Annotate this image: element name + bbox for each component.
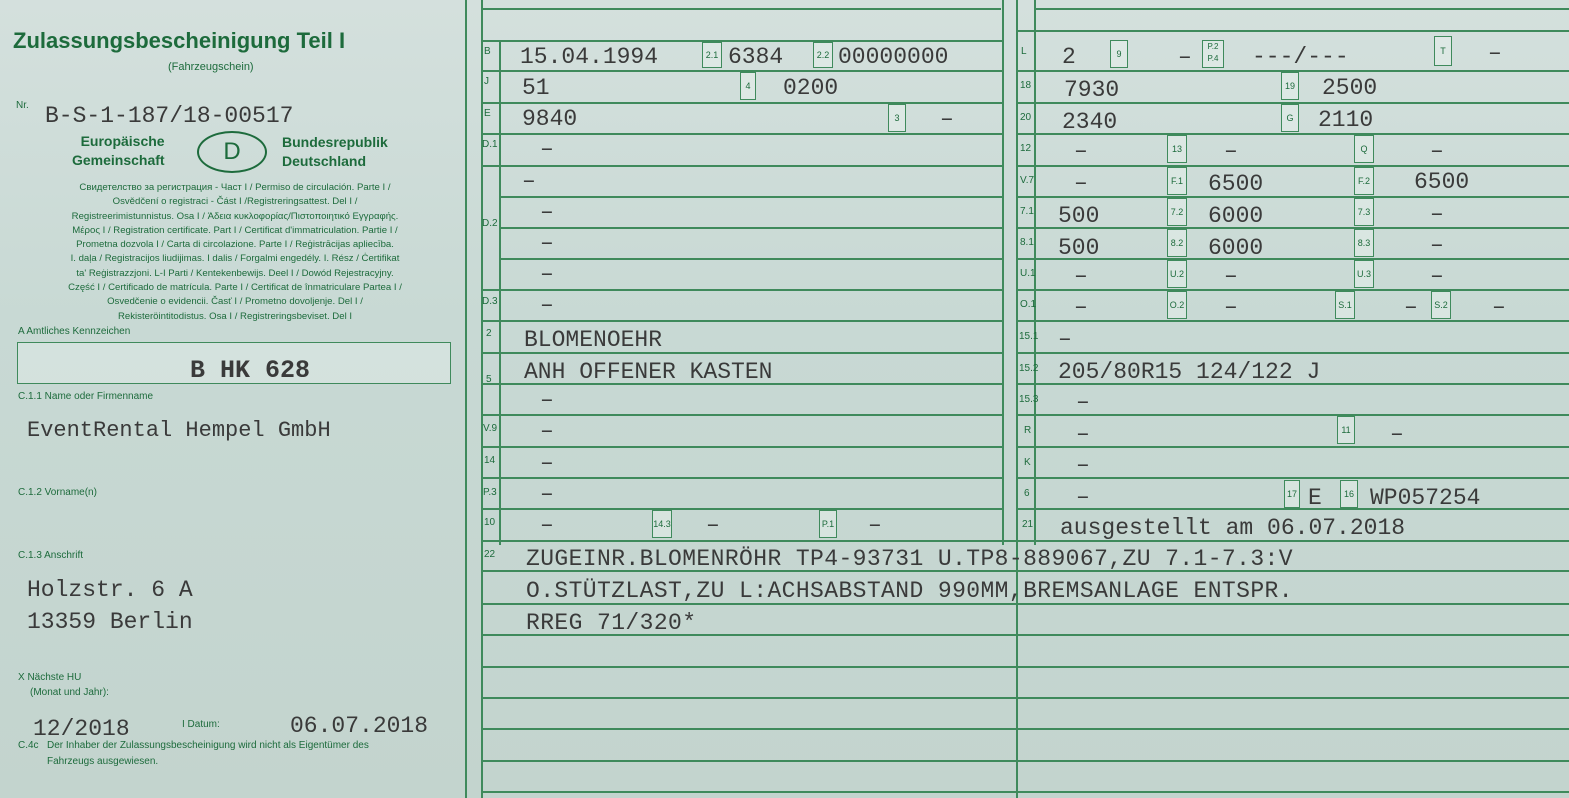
- multilingual-title-block: [14, 181, 456, 324]
- remarks-line-3: RREG 71/320*: [526, 610, 697, 636]
- code-20: 20: [1020, 112, 1032, 123]
- field-c4c-label: C.4c: [18, 740, 39, 751]
- code-21: 21: [1022, 519, 1034, 530]
- value-R: –: [1076, 421, 1090, 447]
- value-D2-line2: –: [540, 199, 554, 225]
- value-P2-P4: ---/---: [1252, 44, 1349, 70]
- value-T: –: [1488, 40, 1502, 66]
- field-x-sublabel: (Monat und Jahr):: [30, 687, 109, 698]
- value-3: –: [940, 106, 954, 132]
- value-7-2: 6000: [1208, 203, 1264, 229]
- value-2-manufacturer: BLOMENOEHR: [524, 327, 663, 353]
- value-U3: –: [1430, 263, 1444, 289]
- value-U1: –: [1074, 263, 1088, 289]
- multilingual-line: Część I / Certificado de matrícula. Parte I / Certificat de înmatriculare Partea I /: [68, 282, 402, 294]
- field-a-label: A Amtliches Kennzeichen: [18, 326, 131, 337]
- value-P1: –: [868, 512, 882, 538]
- multilingual-line: Rekisteröintitodistus. Osa I / Registreringsbeviset. Del I: [117, 310, 353, 322]
- code-B: B: [484, 46, 491, 57]
- code-O1: O.1: [1020, 299, 1037, 310]
- value-K: –: [1076, 452, 1090, 478]
- value-O1: –: [1074, 294, 1088, 320]
- value-D2-line3: –: [540, 230, 554, 256]
- value-O2: –: [1224, 294, 1238, 320]
- value-4: 0200: [783, 75, 839, 101]
- code-D2: D.2: [482, 218, 498, 229]
- code-6: 6: [1024, 488, 1030, 499]
- code-2-1: 2.1: [702, 42, 722, 68]
- value-F2: 6500: [1414, 169, 1470, 195]
- field-i-label: I Datum:: [182, 719, 220, 730]
- remarks-line-2: O.STÜTZLAST,ZU L:ACHSABSTAND 990MM,BREMSANLAGE ENTSPR.: [526, 578, 1293, 604]
- value-9: –: [1178, 44, 1192, 70]
- value-P3: –: [540, 481, 554, 507]
- multilingual-line: Свидетелство за регистрация - Част I / Permiso de circulación. Parte I /: [79, 182, 391, 193]
- code-P2-P4: [1202, 40, 1224, 68]
- code-Q: Q: [1354, 135, 1374, 163]
- code-15-2: 15.2: [1019, 363, 1039, 374]
- code-8-1: 8.1: [1020, 237, 1034, 248]
- code-15-1: 15.1: [1019, 331, 1039, 342]
- value-V7: –: [1074, 170, 1088, 196]
- value-15-2-tyres: 205/80R15 124/122 J: [1058, 359, 1321, 385]
- multilingual-line: Osvedčenie o evidencii. Časť I / Prometno dovoljenje. Del I /: [107, 296, 363, 308]
- value-15-1: –: [1058, 326, 1072, 352]
- code-R: R: [1024, 425, 1032, 436]
- code-15-3: 15.3: [1019, 394, 1039, 405]
- value-8-3: –: [1430, 232, 1444, 258]
- value-5-vehicle-type: ANH OFFENER KASTEN: [524, 359, 773, 385]
- code-G: G: [1281, 104, 1299, 132]
- code-U2: U.2: [1167, 260, 1187, 288]
- code-11: 11: [1337, 416, 1355, 444]
- value-10: –: [540, 512, 554, 538]
- multilingual-line: Osvědčení o registraci - Část I /Registreringsattest. Del I /: [112, 196, 358, 208]
- value-2-2: 00000000: [838, 44, 949, 70]
- issued-date: ausgestellt am 06.07.2018: [1060, 515, 1406, 541]
- code-V9: V.9: [483, 423, 498, 434]
- code-U3: U.3: [1354, 260, 1374, 288]
- code-2: 2: [486, 328, 492, 339]
- code-4: 4: [740, 72, 756, 100]
- code-V7: V.7: [1020, 175, 1035, 186]
- code-3: 3: [888, 104, 906, 132]
- value-11: –: [1390, 421, 1404, 447]
- address-line-2: 13359 Berlin: [27, 609, 193, 635]
- value-6: –: [1076, 484, 1090, 510]
- code-F1: F.1: [1167, 167, 1187, 195]
- code-8-3: 8.3: [1354, 229, 1374, 257]
- value-U2: –: [1224, 263, 1238, 289]
- value-E: 9840: [522, 106, 578, 132]
- code-2-2: 2.2: [813, 42, 833, 68]
- multilingual-line: Registreerimistunnistus. Osa I / Άδεια κυκλοφορίας/Πιστοποιητικό Εγγραφής.: [71, 210, 399, 222]
- code-D1: D.1: [482, 139, 498, 150]
- country-code: D: [223, 138, 241, 165]
- value-2-1: 6384: [728, 44, 784, 70]
- code-P3: P.3: [483, 487, 497, 498]
- value-V9: –: [540, 418, 554, 444]
- code-S2: S.2: [1431, 291, 1451, 319]
- code-K: K: [1024, 457, 1031, 468]
- code-P4: P.4: [1207, 54, 1219, 63]
- code-J: J: [484, 76, 489, 87]
- eu-right-text: [282, 133, 388, 171]
- eu-left-line2: Gemeinschaft: [72, 152, 165, 168]
- eu-right-line1: Bundesrepublik: [282, 134, 388, 150]
- field-c12-label: C.1.2 Vorname(n): [18, 487, 97, 498]
- eu-left-line1: Europäische: [80, 133, 165, 149]
- code-P2: P.2: [1207, 42, 1219, 51]
- code-D3: D.3: [482, 296, 498, 307]
- code-5: 5: [486, 374, 492, 385]
- value-5-line2: –: [540, 387, 554, 413]
- value-8-1: 500: [1058, 235, 1100, 261]
- document-number: B-S-1-187/18-00517: [45, 103, 294, 129]
- code-14-3: 14.3: [652, 510, 672, 538]
- value-D3: –: [540, 292, 554, 318]
- value-14: –: [540, 450, 554, 476]
- value-B-first-registration: 15.04.1994: [520, 44, 659, 70]
- code-7-1: 7.1: [1020, 206, 1034, 217]
- eu-right-line2: Deutschland: [282, 153, 367, 169]
- code-7-3: 7.3: [1354, 198, 1374, 226]
- multilingual-line: Μέρος I / Registration certificate. Part I / Certificat d'immatriculation. Partie I /: [72, 224, 398, 236]
- multilingual-line: I. daļa / Registracijos liudijimas. I dalis / Forgalmi engedély. I. Rész / Ċertifikat: [70, 253, 400, 265]
- value-F1: 6500: [1208, 171, 1264, 197]
- next-inspection: 12/2018: [33, 716, 130, 742]
- code-7-2: 7.2: [1167, 198, 1187, 226]
- field-x-label: X Nächste HU: [18, 672, 82, 683]
- value-7-1: 500: [1058, 203, 1100, 229]
- address-line-1: Holzstr. 6 A: [27, 577, 193, 603]
- field-c13-label: C.1.3 Anschrift: [18, 550, 84, 561]
- value-20: 2340: [1062, 109, 1118, 135]
- value-D2-line4: –: [540, 261, 554, 287]
- value-15-3: –: [1076, 389, 1090, 415]
- remarks-line-1: ZUGEINR.BLOMENRÖHR TP4-93731 U.TP8-889067,ZU 7.1-7.3:V: [526, 546, 1293, 572]
- value-12: –: [1074, 138, 1088, 164]
- value-16: WP057254: [1370, 485, 1481, 511]
- ownership-note-line1: Der Inhaber der Zulassungsbescheinigung wird nicht als Eigentümer des: [47, 740, 369, 751]
- code-9: 9: [1110, 40, 1128, 68]
- document-title: Zulassungsbescheinigung Teil I: [13, 28, 346, 53]
- value-7-3: –: [1430, 201, 1444, 227]
- value-D2-line1: –: [522, 168, 536, 194]
- code-T: T: [1434, 36, 1452, 66]
- ownership-note-line2: Fahrzeugs ausgewiesen.: [47, 756, 159, 767]
- code-12: 12: [1020, 143, 1032, 154]
- value-19: 2500: [1322, 75, 1378, 101]
- value-18: 7930: [1064, 77, 1120, 103]
- holder-name: EventRental Hempel GmbH: [27, 418, 331, 443]
- code-10: 10: [484, 517, 496, 528]
- license-plate: B HK 628: [190, 356, 311, 385]
- value-14-3: –: [706, 512, 720, 538]
- country-code-oval: [197, 131, 267, 173]
- value-17: E: [1308, 485, 1322, 511]
- code-8-2: 8.2: [1167, 229, 1187, 257]
- value-L-axles: 2: [1062, 44, 1076, 70]
- multilingual-line: ta' Reġistrazzjoni. L-I Parti / Kentekenbewijs. Deel I / Dowód Rejestracyjny.: [76, 267, 394, 279]
- code-F2: F.2: [1354, 167, 1374, 195]
- code-13: 13: [1167, 135, 1187, 163]
- code-P1: P.1: [819, 510, 837, 538]
- value-D1: –: [540, 136, 554, 162]
- code-O2: O.2: [1167, 291, 1187, 319]
- value-S1: –: [1404, 294, 1418, 320]
- code-14: 14: [484, 455, 496, 466]
- code-E: E: [484, 108, 491, 119]
- nr-label: Nr.: [16, 100, 29, 111]
- value-J: 51: [522, 75, 550, 101]
- value-13: –: [1224, 138, 1238, 164]
- code-16: 16: [1340, 480, 1358, 508]
- eu-left-text: [72, 132, 165, 170]
- code-S1: S.1: [1335, 291, 1355, 319]
- value-S2: –: [1492, 294, 1506, 320]
- value-Q: –: [1430, 138, 1444, 164]
- multilingual-line: Prometna dozvola I / Carta di circolazione. Parte I / Reģistrācijas apliecība.: [76, 239, 394, 251]
- registration-date: 06.07.2018: [290, 713, 429, 739]
- code-18: 18: [1020, 80, 1032, 91]
- value-8-2: 6000: [1208, 235, 1264, 261]
- code-19: 19: [1281, 72, 1299, 100]
- code-17: 17: [1284, 480, 1300, 508]
- value-G: 2110: [1318, 107, 1374, 133]
- code-22: 22: [484, 549, 496, 560]
- code-U1: U.1: [1020, 268, 1036, 279]
- document-subtitle: (Fahrzeugschein): [168, 61, 254, 73]
- field-c11-label: C.1.1 Name oder Firmenname: [18, 391, 154, 402]
- code-L: L: [1021, 46, 1027, 57]
